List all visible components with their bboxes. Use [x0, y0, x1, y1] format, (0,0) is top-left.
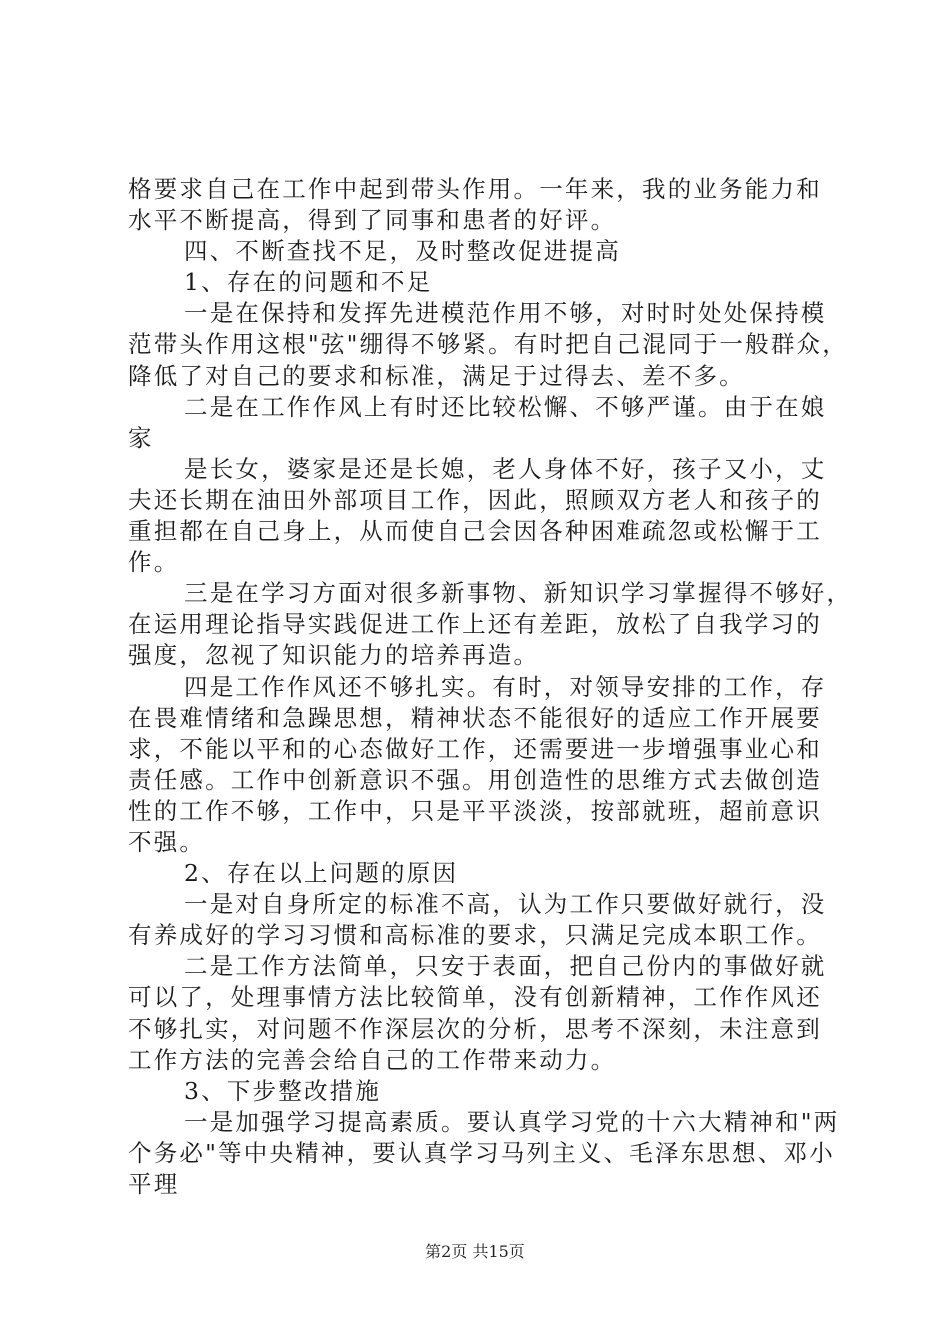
text-line: 一是加强学习提高素质。要认真学习党的十六大精神和"两 [184, 1107, 840, 1136]
text-line: 求，不能以平和的心态做好工作，还需要进一步增强事业心和 [128, 734, 822, 763]
text-line: 降低了对自己的要求和标准，满足于过得去、差不多。 [128, 361, 745, 390]
text-line: 家 [128, 423, 154, 452]
text-line: 平理 [128, 1170, 180, 1198]
text-line: 格要求自己在工作中起到带头作用。一年来，我的业务能力和 [128, 175, 822, 203]
text-line: 作。 [128, 548, 180, 577]
text-line: 在畏难情绪和急躁思想，精神状态不能很好的适应工作开展要 [128, 703, 822, 732]
text-line: 四是工作作风还不够扎实。有时，对领导安排的工作，存 [184, 672, 827, 701]
text-line: 在运用理论指导实践促进工作上还有差距，放松了自我学习的 [128, 610, 822, 639]
text-line: 工作方法的完善会给自己的工作带来动力。 [128, 1045, 617, 1074]
text-line: 可以了，处理事情方法比较简单，没有创新精神，工作作风还 [128, 983, 822, 1012]
page-footer: 第2页 共15页 [425, 1242, 525, 1261]
document-body [128, 174, 853, 1200]
text-line: 范带头作用这根"弦"绷得不够紧。有时把自己混同于一般群众， [128, 330, 848, 359]
text-line: 一是对自身所定的标准不高，认为工作只要做好就行，没 [184, 890, 827, 919]
text-line: 2、存在以上问题的原因 [184, 859, 459, 888]
text-line: 有养成好的学习习惯和高标准的要求，只满足完成本职工作。 [128, 921, 822, 950]
text-line: 一是在保持和发挥先进模范作用不够，对时时处处保持模 [184, 299, 827, 328]
text-line: 性的工作不够，工作中，只是平平淡淡，按部就班，超前意识 [128, 796, 822, 825]
text-line: 三是在学习方面对很多新事物、新知识学习掌握得不够好， [184, 579, 853, 608]
text-line: 重担都在自己身上，从而使自己会因各种困难疏忽或松懈于工 [128, 517, 822, 546]
text-line: 个务必"等中央精神，要认真学习马列主义、毛泽东思想、邓小 [128, 1138, 835, 1167]
text-line: 1、存在的问题和不足 [184, 268, 433, 297]
text-line: 夫还长期在油田外部项目工作，因此，照顾双方老人和孩子的 [128, 485, 822, 514]
text-line: 四、不断查找不足，及时整改促进提高 [184, 237, 621, 266]
text-line: 水平不断提高，得到了同事和患者的好评。 [128, 206, 617, 235]
text-line: 是长女，婆家是还是长媳，老人身体不好，孩子又小，丈 [184, 454, 827, 483]
text-line: 二是工作方法简单，只安于表面，把自己份内的事做好就 [184, 952, 827, 981]
text-line: 强度，忽视了知识能力的培养再造。 [128, 641, 540, 670]
text-line: 3、下步整改措施 [184, 1076, 382, 1105]
text-line: 不够扎实，对问题不作深层次的分析，思考不深刻，未注意到 [128, 1014, 822, 1043]
text-line: 不强。 [128, 827, 206, 856]
text-line: 二是在工作作风上有时还比较松懈、不够严谨。由于在娘 [184, 392, 827, 421]
text-line: 责任感。工作中创新意识不强。用创造性的思维方式去做创造 [128, 765, 822, 794]
